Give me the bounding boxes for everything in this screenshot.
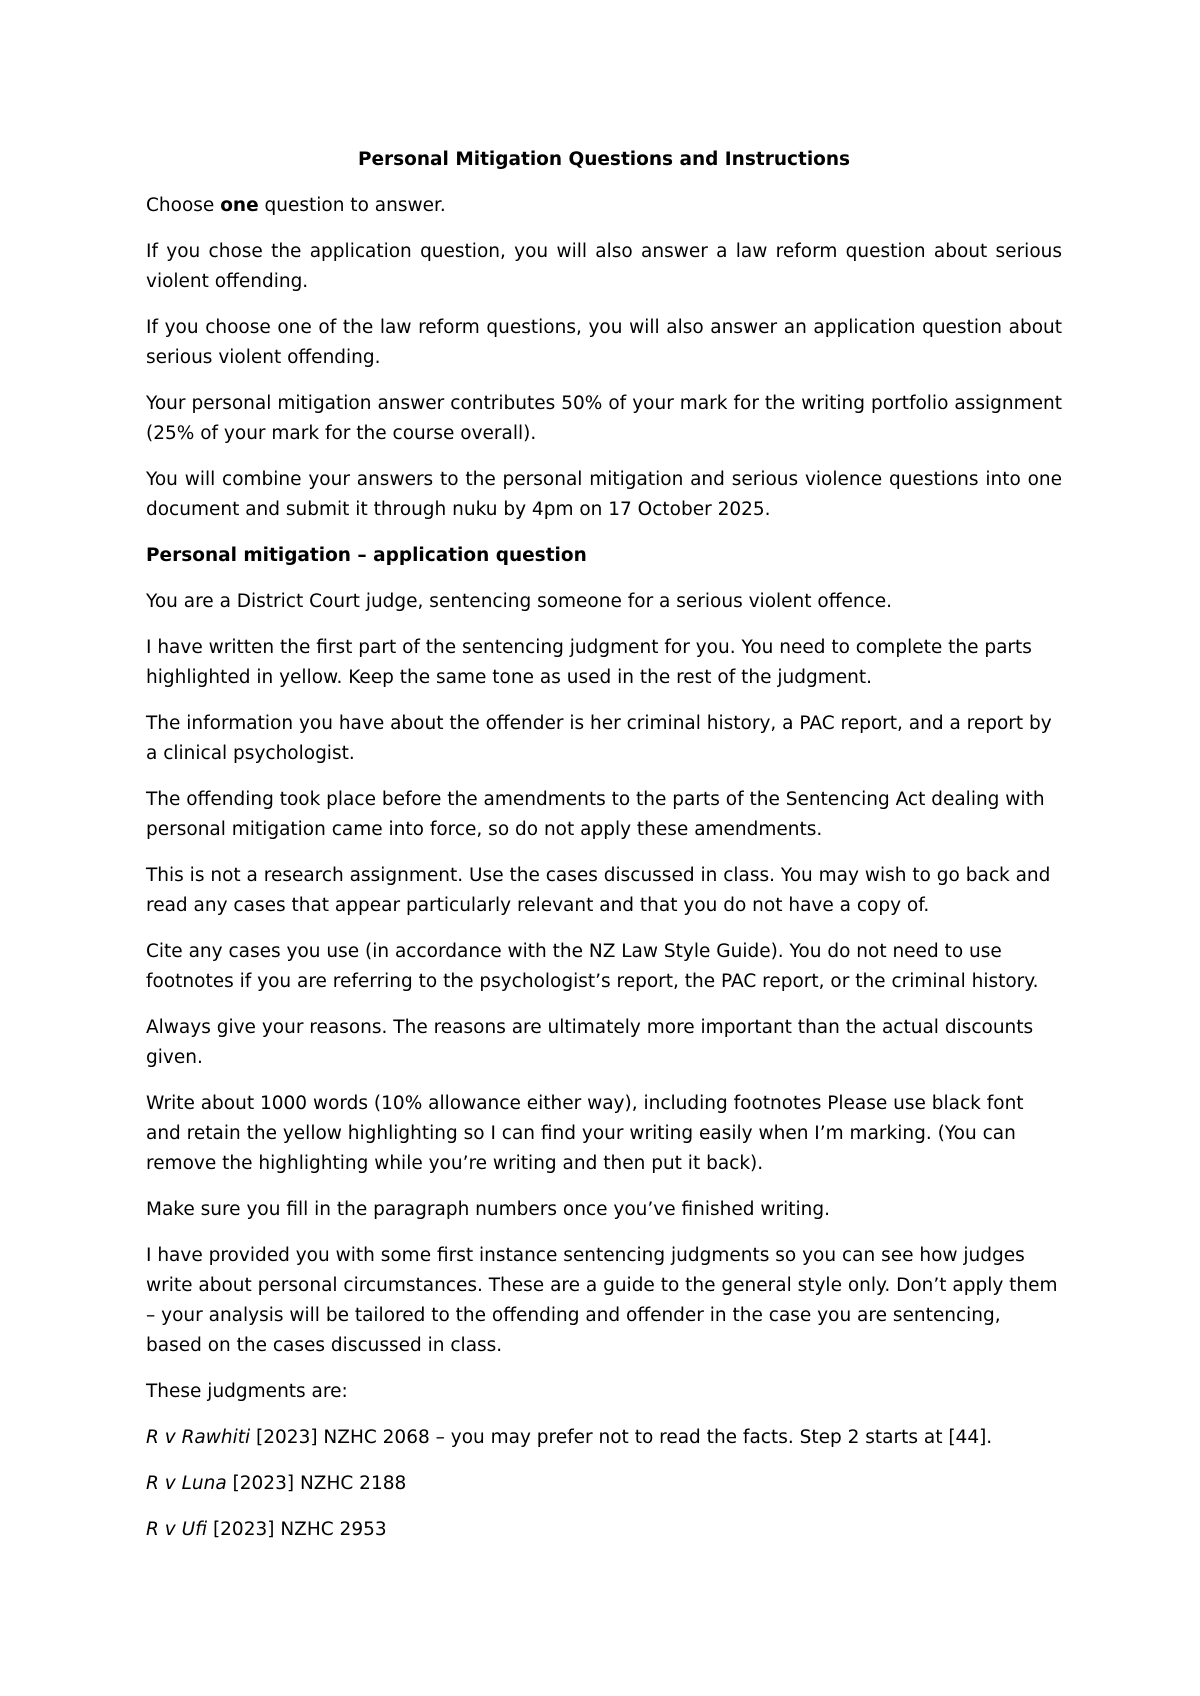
case-reference — [146, 1469, 1062, 1499]
instruction-paragraph: I have provided you with some first instance sentencing judgments so you can see how judges write about personal circumstances. These are a guide to the general style only. Don’t apply them – your analysis will be tailored to the offending and offender in the case you are sentencing, based on the cases discussed in class. — [146, 1245, 1058, 1356]
instruction-paragraph: The information you have about the offender is her criminal history, a PAC report, and a report by a clinical psychologist. — [146, 713, 1052, 764]
instruction-paragraph: Cite any cases you use (in accordance with the NZ Law Style Guide). You do not need to use footnotes if you are referring to the psychologist’s report, the PAC report, or the criminal history. — [146, 941, 1039, 992]
case-reference — [146, 1423, 1062, 1453]
instruction-paragraph: Always give your reasons. The reasons are ultimately more important than the actual discounts given. — [146, 1017, 1034, 1068]
choose-text-post: question to answer. — [258, 195, 446, 216]
instruction-paragraph: This is not a research assignment. Use the cases discussed in class. You may wish to go back and read any cases that appear particularly relevant and that you do not have a copy of. — [146, 865, 1051, 916]
case-citation: [2023] NZHC 2188 — [226, 1473, 407, 1494]
instruction-paragraph: Make sure you fill in the paragraph numbers once you’ve finished writing. — [146, 1199, 830, 1220]
document-body — [146, 145, 1062, 1561]
weighting-note: Your personal mitigation answer contributes 50% of your mark for the writing portfolio assignment (25% of your mark for the course overall). — [146, 393, 1062, 444]
page-title: Personal Mitigation Questions and Instructions — [357, 149, 851, 170]
section-heading: Personal mitigation – application question — [146, 545, 587, 566]
submission-note: You will combine your answers to the personal mitigation and serious violence questions into one document and submit it through nuku by 4pm on 17 October 2025. — [146, 469, 1062, 520]
choose-instruction — [146, 191, 1062, 221]
case-name: R v Luna — [146, 1473, 227, 1494]
case-name: R v Rawhiti — [146, 1427, 251, 1448]
choose-text-pre: Choose — [146, 195, 221, 216]
instruction-paragraph: These judgments are: — [146, 1381, 348, 1402]
instruction-paragraph: I have written the first part of the sentencing judgment for you. You need to complete the parts highlighted in yellow. Keep the same tone as used in the rest of the judgment. — [146, 637, 1032, 688]
case-citation: [2023] NZHC 2068 – you may prefer not to read the facts. Step 2 starts at [44]. — [250, 1427, 993, 1448]
instruction-paragraph: You are a District Court judge, sentencing someone for a serious violent offence. — [146, 591, 892, 612]
choose-text-bold: one — [220, 195, 259, 216]
case-reference — [146, 1515, 1062, 1545]
application-note: If you chose the application question, you will also answer a law reform question about serious violent offending. — [146, 241, 1062, 292]
case-name: R v Ufi — [146, 1519, 208, 1540]
instruction-paragraph: Write about 1000 words (10% allowance either way), including footnotes Please use black font and retain the yellow highlighting so I can find your writing easily when I’m marking. (You can remove the highlighting while you’re writing and then put it back). — [146, 1093, 1024, 1174]
case-citation: [2023] NZHC 2953 — [207, 1519, 387, 1540]
instruction-paragraph: The offending took place before the amendments to the parts of the Sentencing Act dealing with personal mitigation came into force, so do not apply these amendments. — [146, 789, 1045, 840]
reform-note: If you choose one of the law reform questions, you will also answer an application question about serious violent offending. — [146, 317, 1062, 368]
